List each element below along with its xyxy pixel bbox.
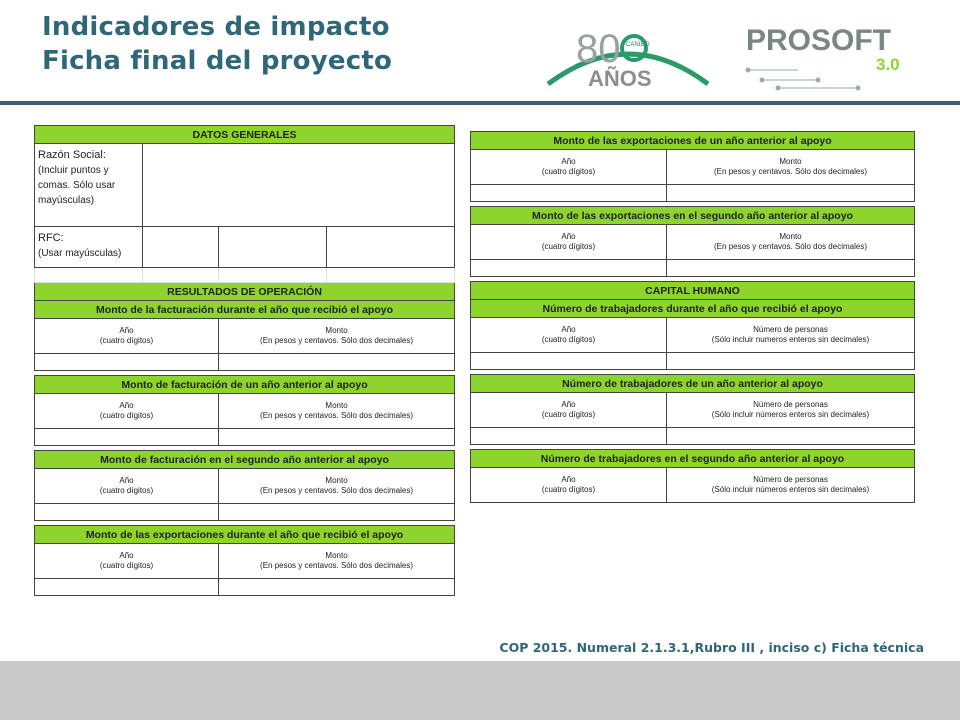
- right-form-table: [470, 131, 915, 503]
- col-year-label: Año (cuatro dígitos): [471, 468, 667, 503]
- rfc-label: RFC:: [38, 232, 64, 244]
- col-amount-label: Monto (En pesos y centavos. Sólo dos decimales): [219, 544, 455, 579]
- section-title: Número de trabajadores de un año anterior al apoyo: [471, 375, 915, 393]
- prosoft-logo: [738, 14, 934, 94]
- col-people-label: Número de personas (Sólo incluir números enteros sin decimales): [667, 393, 915, 428]
- col-year-label: Año (cuatro dígitos): [35, 394, 219, 429]
- col-year-label: Año (cuatro dígitos): [471, 318, 667, 353]
- col-people-label: Número de personas (Sólo incluir números enteros sin decimales): [667, 468, 915, 503]
- left-form-table: [34, 125, 455, 596]
- footer-reference: COP 2015. Numeral 2.1.3.1,Rubro III , inciso c) Ficha técnica: [499, 640, 924, 655]
- section-title: Monto de facturación en el segundo año anterior al apoyo: [35, 451, 455, 469]
- year-input[interactable]: [35, 429, 219, 446]
- canieti-80-logo: [540, 14, 716, 94]
- col-year-label: Año (cuatro dígitos): [471, 393, 667, 428]
- title-line-2: Ficha final del proyecto: [42, 46, 393, 76]
- col-year-label: Año (cuatro dígitos): [35, 319, 219, 354]
- rfc-input-1[interactable]: [143, 227, 219, 268]
- year-input[interactable]: [35, 354, 219, 371]
- razon-social-label-cell: [35, 144, 143, 227]
- year-input[interactable]: [35, 504, 219, 521]
- datos-generales-header: DATOS GENERALES: [35, 126, 455, 144]
- section-title: Monto de las exportaciones durante el año que recibió el apoyo: [35, 526, 455, 544]
- prosoft-version: 3.0: [876, 55, 900, 74]
- amount-input[interactable]: [219, 429, 455, 446]
- amount-input[interactable]: [219, 504, 455, 521]
- amount-input[interactable]: [667, 260, 915, 277]
- bottom-band: [0, 661, 960, 720]
- year-input[interactable]: [471, 428, 667, 445]
- logo-80-number: 80: [576, 27, 621, 71]
- rfc-hint: (Usar mayúsculas): [38, 248, 122, 259]
- people-input[interactable]: [667, 353, 915, 370]
- section-title: Monto de facturación de un año anterior al apoyo: [35, 376, 455, 394]
- razon-social-input[interactable]: [143, 144, 455, 227]
- header-rule: [0, 101, 960, 105]
- rfc-input-3[interactable]: [327, 227, 455, 268]
- col-people-label: Número de personas (Sólo incluir numeros enteros sin decimales): [667, 318, 915, 353]
- rfc-input-2[interactable]: [219, 227, 327, 268]
- section-title: Número de trabajadores en el segundo año anterior al apoyo: [471, 450, 915, 468]
- col-amount-label: Monto (En pesos y centavos. Sólo dos decimales): [219, 394, 455, 429]
- year-input[interactable]: [471, 353, 667, 370]
- slide-title: [42, 10, 392, 78]
- section-title: Monto de las exportaciones en el segundo año anterior al apoyo: [471, 207, 915, 225]
- razon-social-label: Razón Social:: [38, 149, 106, 161]
- col-amount-label: Monto (En pesos y centavos. Sólo dos decimales): [667, 150, 915, 185]
- section-title: Monto de la facturación durante el año que recibió el apoyo: [35, 301, 455, 319]
- section-title: Número de trabajadores durante el año que recibió el apoyo: [471, 300, 915, 318]
- title-line-1: Indicadores de impacto: [42, 12, 390, 42]
- col-year-label: Año (cuatro dígitos): [35, 469, 219, 504]
- people-input[interactable]: [667, 428, 915, 445]
- logo-80-label: AÑOS: [588, 66, 652, 91]
- logo-80-small: CANIETI: [626, 42, 650, 48]
- resultados-header: RESULTADOS DE OPERACIÓN: [35, 283, 455, 301]
- col-year-label: Año (cuatro dígitos): [35, 544, 219, 579]
- rfc-label-cell: [35, 227, 143, 268]
- prosoft-name: PROSOFT: [746, 24, 892, 57]
- section-title: Monto de las exportaciones de un año anterior al apoyo: [471, 132, 915, 150]
- amount-input[interactable]: [219, 579, 455, 596]
- year-input[interactable]: [471, 260, 667, 277]
- col-amount-label: Monto (En pesos y centavos. Sólo dos decimales): [219, 319, 455, 354]
- col-amount-label: Monto (En pesos y centavos. Sólo dos decimales): [667, 225, 915, 260]
- capital-humano-header: CAPITAL HUMANO: [471, 282, 915, 300]
- col-year-label: Año (cuatro dígitos): [471, 150, 667, 185]
- amount-input[interactable]: [667, 185, 915, 202]
- col-amount-label: Monto (En pesos y centavos. Sólo dos decimales): [219, 469, 455, 504]
- col-year-label: Año (cuatro dígitos): [471, 225, 667, 260]
- year-input[interactable]: [35, 579, 219, 596]
- year-input[interactable]: [471, 185, 667, 202]
- amount-input[interactable]: [219, 354, 455, 371]
- razon-social-hint: (Incluir puntos y comas. Sólo usar mayúsculas): [38, 165, 116, 206]
